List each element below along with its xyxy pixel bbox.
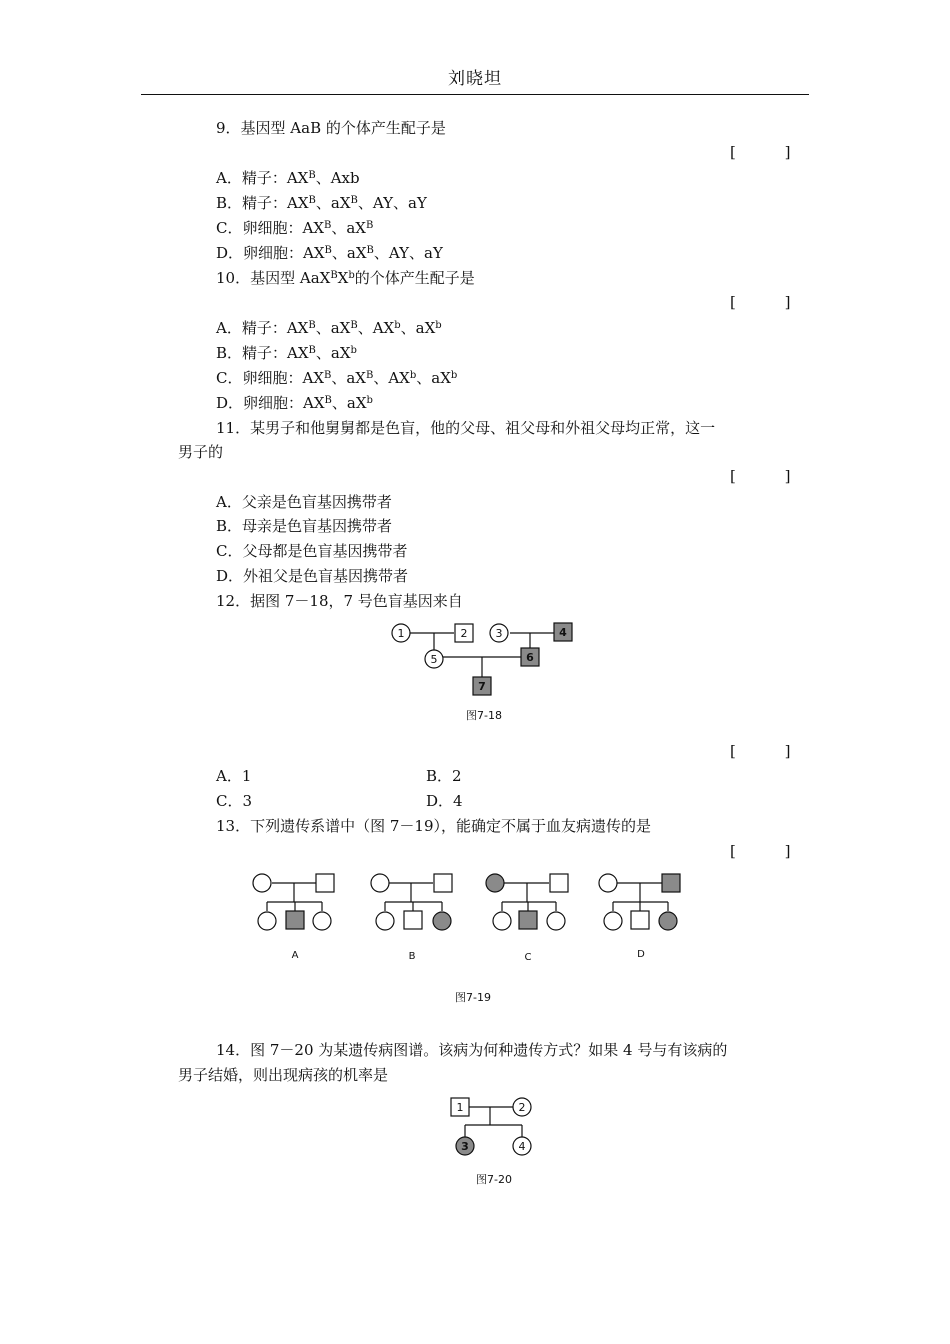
individual-7-label: 7 — [478, 680, 486, 693]
individual-1-label: 1 — [397, 627, 405, 640]
answer-bracket: [ ] — [730, 467, 813, 485]
figure-caption: 图7-18 — [466, 709, 502, 722]
individual-4-label: 4 — [518, 1140, 526, 1153]
individual-3-label: 3 — [495, 627, 503, 640]
individual-2-label: 2 — [460, 627, 468, 640]
pedigree-label: C — [524, 952, 532, 963]
figure-caption: 图7-19 — [455, 991, 491, 1004]
child-female — [313, 912, 331, 930]
option-a: A．精子：$AX^B$、$aX^B$、$AX^b$、$aX^b$ — [216, 319, 442, 337]
child-male-affected — [519, 911, 537, 929]
answer-bracket: [ ] — [730, 293, 813, 311]
individual-3-label: 3 — [461, 1140, 469, 1153]
parent-male — [550, 874, 568, 892]
option-c: C．父母都是色盲基因携带者 — [216, 542, 408, 560]
child-female — [604, 912, 622, 930]
child-female — [258, 912, 276, 930]
option-c: C．3 — [216, 792, 253, 810]
figure-caption: 图7-20 — [476, 1173, 512, 1186]
parent-male — [434, 874, 452, 892]
option-b: B．精子：$AX^B$、$aX^B$、AY、aY — [216, 194, 427, 212]
pedigree-b — [371, 874, 452, 962]
child-female-affected — [659, 912, 677, 930]
parent-male-affected — [662, 874, 680, 892]
question-stem: 10．基因型 $AaX^BX^b$的个体产生配子是 — [216, 269, 475, 287]
child-male — [631, 911, 649, 929]
question-stem: 12．据图 7－18，7 号色盲基因来自 — [216, 592, 463, 610]
child-male-affected — [286, 911, 304, 929]
pedigree-label: D — [637, 949, 645, 960]
child-female-affected — [433, 912, 451, 930]
option-b: B．精子：$AX^B$、$aX^b$ — [216, 344, 357, 362]
answer-bracket: [ ] — [730, 143, 813, 161]
pedigree-c — [486, 874, 568, 963]
parent-female — [253, 874, 271, 892]
pedigree-a — [253, 874, 334, 961]
individual-1-label: 1 — [456, 1101, 464, 1114]
question-stem-line-2: 男子的 — [178, 443, 224, 461]
individual-4-label: 4 — [559, 626, 567, 639]
option-a: A．精子：$AX^B$、Axb — [216, 169, 360, 187]
option-b: B．母亲是色盲基因携带者 — [216, 517, 393, 535]
pedigree-figure-7-19 — [240, 866, 700, 1011]
option-d: D．外祖父是色盲基因携带者 — [216, 567, 409, 585]
child-female — [547, 912, 565, 930]
option-c: C．卵细胞：$AX^B$、$aX^B$ — [216, 219, 374, 237]
pedigree-figure-7-18 — [380, 616, 580, 728]
individual-6-label: 6 — [526, 651, 534, 664]
child-male — [404, 911, 422, 929]
parent-female-affected — [486, 874, 504, 892]
page-header-title: 刘晓坦 — [448, 69, 502, 89]
option-c: C．卵细胞：$AX^B$、$aX^B$、$AX^b$、$aX^b$ — [216, 369, 458, 387]
option-a: A．父亲是色盲基因携带者 — [216, 493, 392, 511]
option-a: A．1 — [216, 767, 252, 785]
question-stem-line-1: 14．图 7－20 为某遗传病图谱。该病为何种遗传方式？如果 4 号与有该病的 — [216, 1041, 728, 1059]
individual-2-label: 2 — [518, 1101, 526, 1114]
child-female — [493, 912, 511, 930]
question-stem-line-2: 男子结婚，则出现病孩的机率是 — [178, 1066, 389, 1084]
parent-male — [316, 874, 334, 892]
option-d: D．卵细胞：$AX^B$、$aX^b$ — [216, 394, 373, 412]
answer-bracket: [ ] — [730, 742, 813, 760]
option-b: B．2 — [426, 767, 462, 785]
pedigree-figure-7-20 — [440, 1092, 550, 1188]
parent-female — [371, 874, 389, 892]
individual-5-label: 5 — [430, 653, 438, 666]
question-stem: 9．基因型 AaB 的个体产生配子是 — [216, 119, 446, 137]
pedigree-label: B — [408, 951, 416, 962]
question-stem-line-1: 11．某男子和他舅舅都是色盲，他的父母、祖父母和外祖父母均正常，这一 — [216, 419, 716, 437]
question-stem: 13．下列遗传系谱中（图 7－19），能确定不属于血友病遗传的是 — [216, 817, 651, 835]
pedigree-label: A — [291, 950, 299, 961]
answer-bracket: [ ] — [730, 842, 813, 860]
option-d: D．4 — [426, 792, 463, 810]
parent-female — [599, 874, 617, 892]
header-rule — [141, 94, 809, 95]
pedigree-d — [599, 874, 680, 960]
child-female — [376, 912, 394, 930]
option-d: D．卵细胞：$AX^B$、$aX^B$、AY、aY — [216, 244, 443, 262]
